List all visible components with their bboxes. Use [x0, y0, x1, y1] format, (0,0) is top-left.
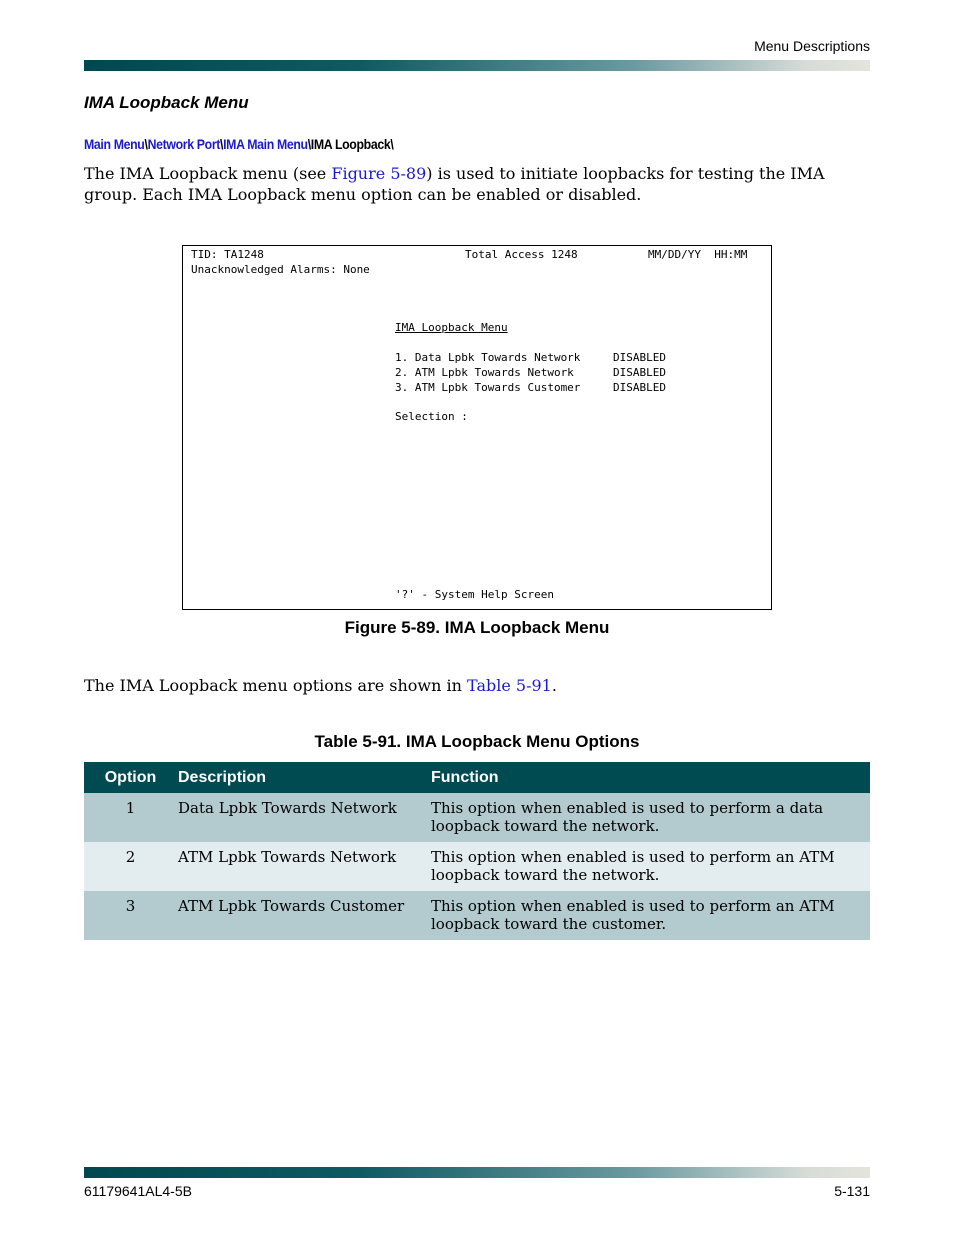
- options-intro-text-end: .: [551, 676, 557, 695]
- footer-rule: [84, 1167, 870, 1178]
- option-number-cell: 1: [84, 793, 177, 842]
- description-cell: ATM Lpbk Towards Network: [177, 842, 431, 891]
- option-number-cell: 3: [84, 891, 177, 940]
- table-link[interactable]: Table 5-91: [467, 676, 552, 695]
- running-head: Menu Descriptions: [754, 38, 870, 54]
- function-cell: This option when enabled is used to perform an ATM loopback toward the network.: [431, 842, 870, 891]
- intro-text-end: ) is used to initiate loopbacks for testing the IMA group. Each IMA Loopback menu option can be enabled or disabled.: [84, 164, 825, 204]
- header-rule: [84, 60, 870, 71]
- figure-link[interactable]: Figure 5-89: [331, 164, 427, 183]
- table-row: [84, 842, 870, 891]
- figure-caption: Figure 5-89. IMA Loopback Menu: [344, 618, 610, 637]
- terminal-tid: TID: TA1248: [191, 248, 264, 261]
- terminal-system-name: Total Access 1248: [465, 248, 578, 261]
- function-cell: This option when enabled is used to perform a data loopback toward the network.: [431, 793, 870, 842]
- description-cell: Data Lpbk Towards Network: [177, 793, 431, 842]
- breadcrumb-network-port[interactable]: Network Port: [147, 136, 221, 152]
- options-table: [84, 762, 870, 940]
- breadcrumb-separator: \: [144, 136, 148, 152]
- description-cell: ATM Lpbk Towards Customer: [177, 891, 431, 940]
- terminal-help-hint: '?' - System Help Screen: [395, 588, 554, 601]
- breadcrumb: [84, 136, 393, 152]
- table-row: [84, 793, 870, 842]
- breadcrumb-separator: \: [220, 136, 224, 152]
- terminal-option-state: DISABLED: [613, 381, 666, 394]
- function-cell: This option when enabled is used to perform an ATM loopback toward the customer.: [431, 891, 870, 940]
- terminal-option-state: DISABLED: [613, 366, 666, 379]
- column-header-description: Description: [177, 762, 431, 793]
- terminal-datetime: MM/DD/YY HH:MM: [648, 248, 748, 261]
- terminal-selection-prompt[interactable]: Selection :: [395, 410, 468, 423]
- terminal-option-state: DISABLED: [613, 351, 666, 364]
- terminal-option-data-lpbk-network[interactable]: 1. Data Lpbk Towards Network: [395, 351, 581, 364]
- breadcrumb-current: IMA Loopback\: [310, 136, 394, 152]
- table-caption: Table 5-91. IMA Loopback Menu Options: [314, 732, 640, 751]
- terminal-option-atm-lpbk-network[interactable]: 2. ATM Lpbk Towards Network: [395, 366, 574, 379]
- table-header-row: [84, 762, 870, 793]
- breadcrumb-main-menu[interactable]: Main Menu: [84, 136, 145, 152]
- terminal-option-atm-lpbk-customer[interactable]: 3. ATM Lpbk Towards Customer: [395, 381, 581, 394]
- breadcrumb-ima-main-menu[interactable]: IMA Main Menu: [223, 136, 308, 152]
- intro-text-start: The IMA Loopback menu (see: [84, 164, 332, 183]
- terminal-alarms: Unacknowledged Alarms: None: [191, 263, 370, 276]
- breadcrumb-separator: \: [307, 136, 311, 152]
- column-header-option: Option: [84, 762, 177, 793]
- terminal-screen: [182, 245, 772, 610]
- doc-number: 61179641AL4-5B: [84, 1183, 192, 1199]
- options-intro-text-start: The IMA Loopback menu options are shown in: [84, 676, 468, 695]
- table-row: [84, 891, 870, 940]
- options-intro-paragraph: [84, 675, 870, 696]
- page-number: 5-131: [834, 1183, 870, 1199]
- intro-paragraph: [84, 163, 870, 205]
- column-header-function: Function: [431, 762, 870, 793]
- section-title: IMA Loopback Menu: [84, 93, 249, 112]
- terminal-menu-title: IMA Loopback Menu: [395, 321, 508, 334]
- option-number-cell: 2: [84, 842, 177, 891]
